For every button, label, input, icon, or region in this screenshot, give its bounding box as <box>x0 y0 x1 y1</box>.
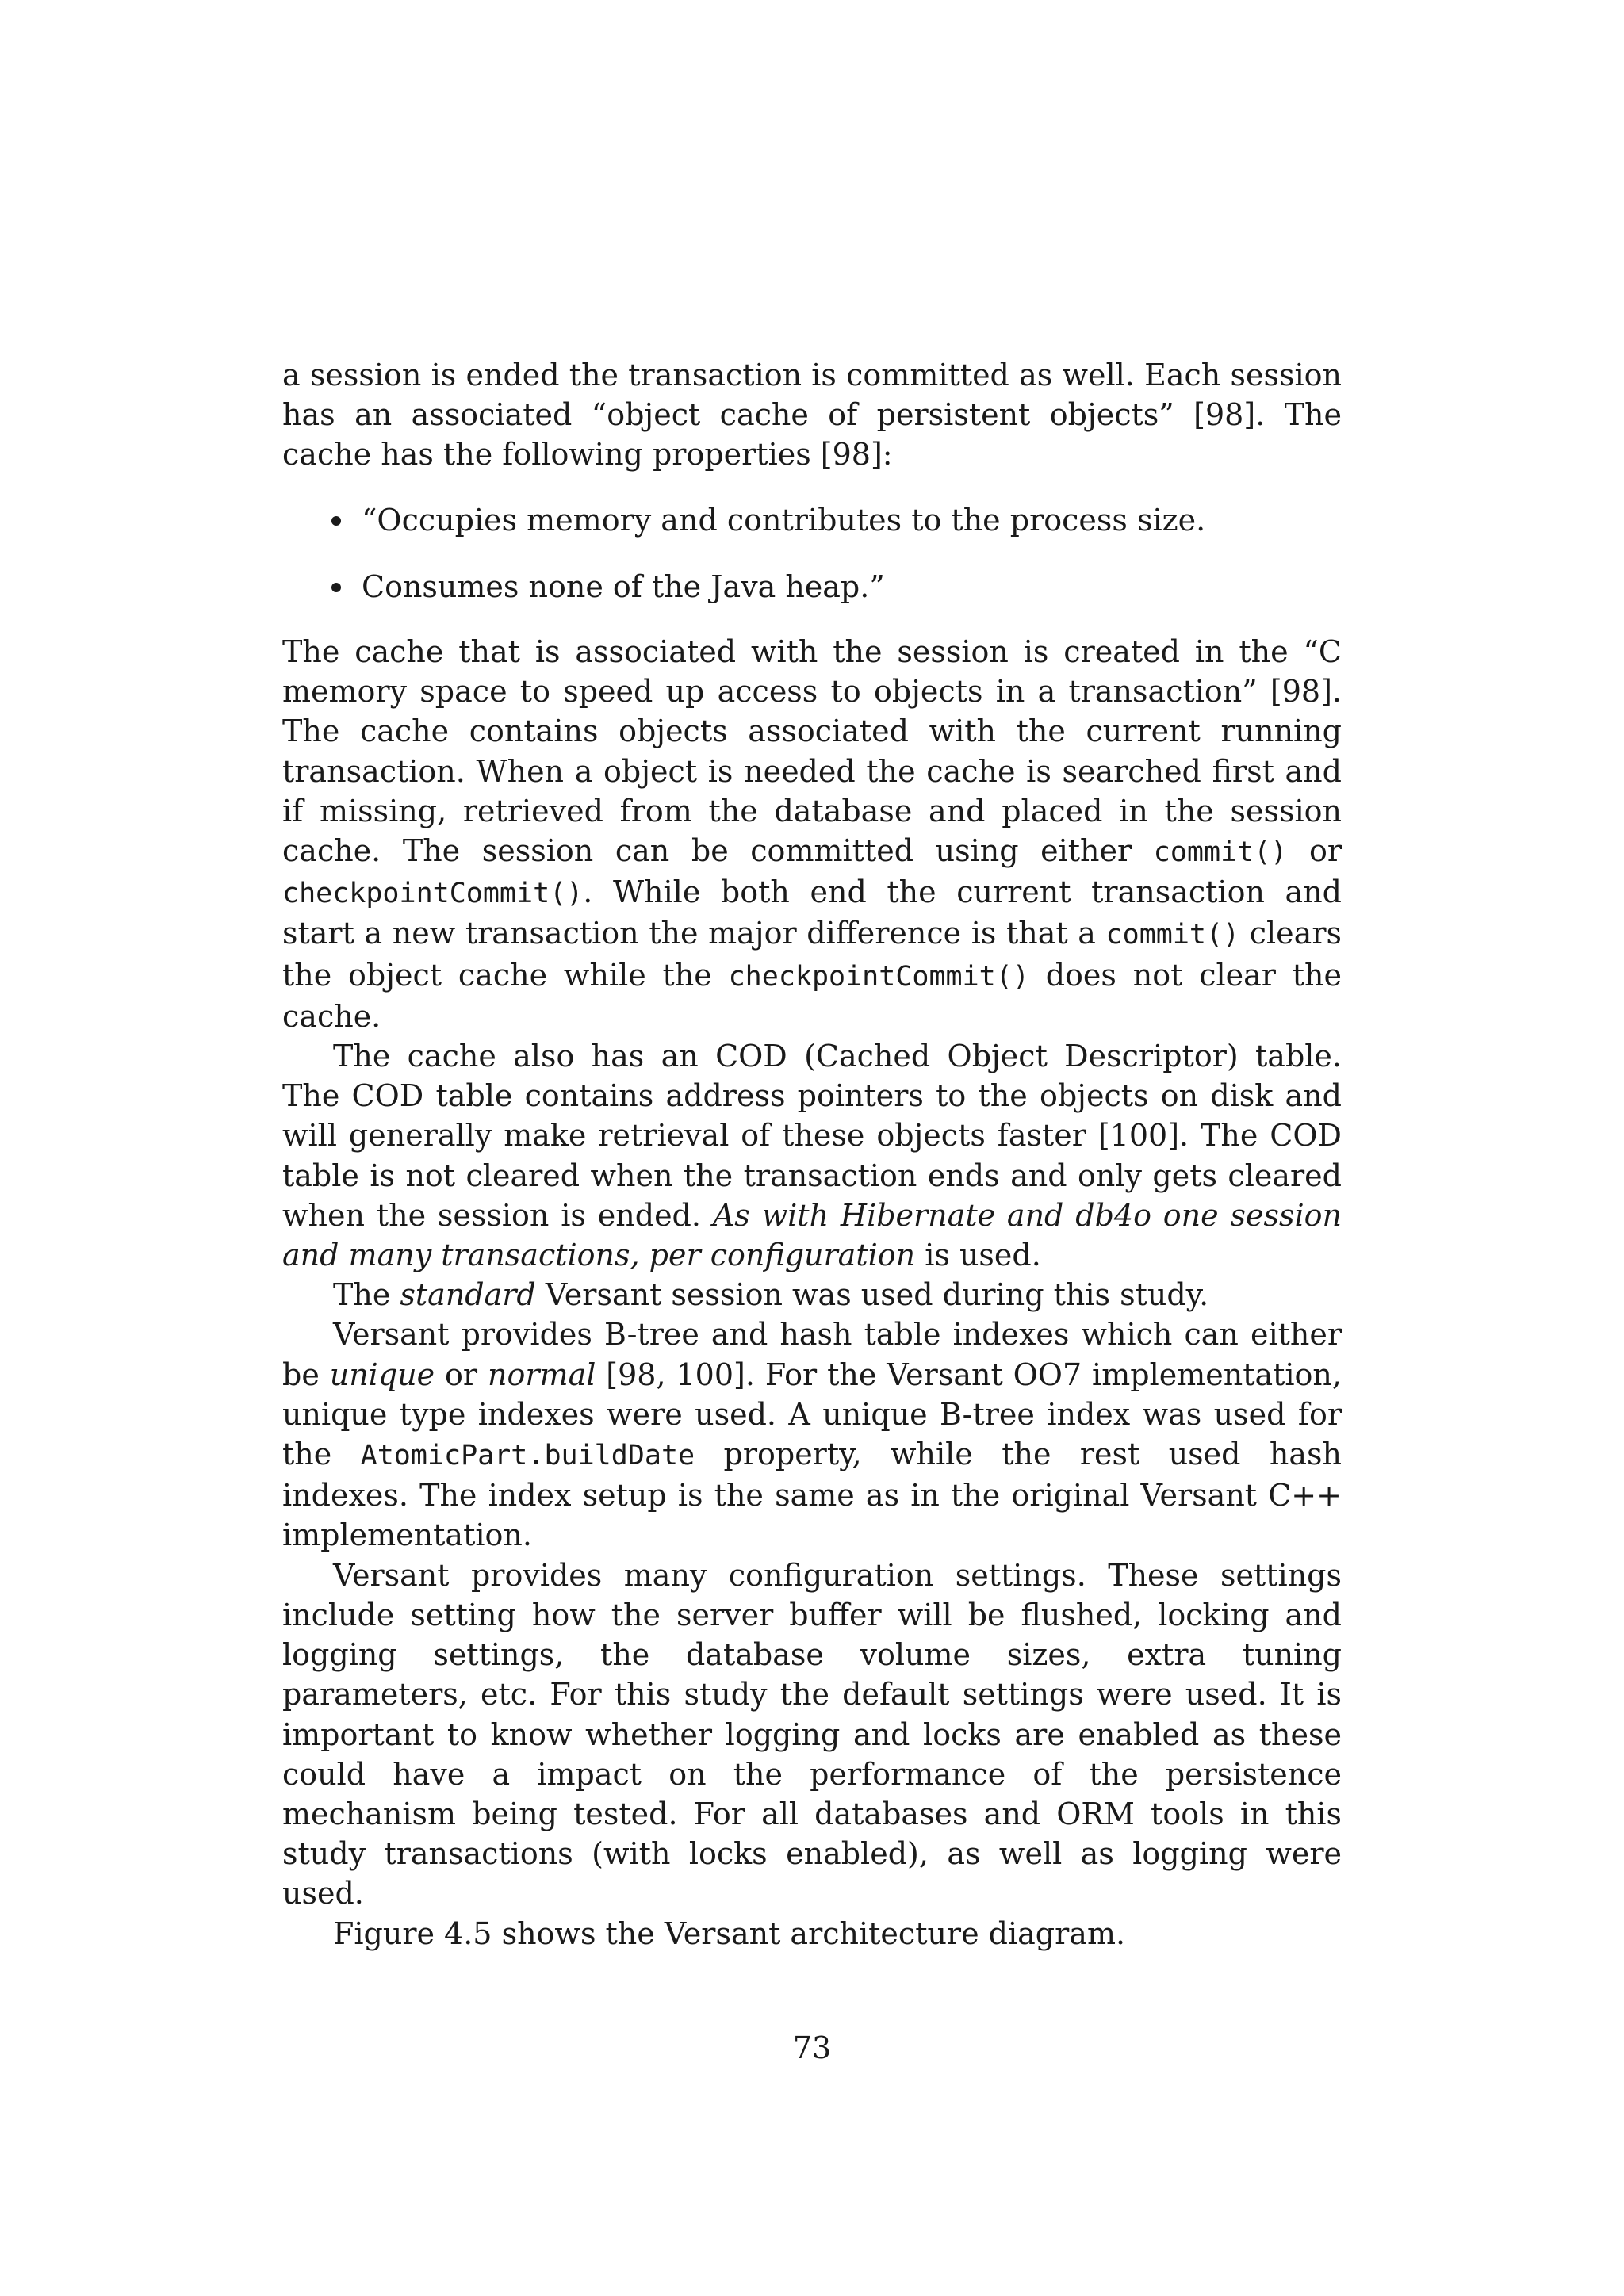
paragraph-cod-table: The cache also has an COD (Cached Object Descriptor) table. The COD table contains address pointers to the objects on disk and will generally make retrieval of these objects faster [100]. The COD table is not cleared when the transaction ends and only gets cleared when the session is ended. As with Hibernate and db4o one session and many transactions, per configuration is used. <box>282 1039 1342 1273</box>
paragraph-cache-memory: The cache that is associated with the session is created in the “C memory space to speed up access to objects in a transaction” [98]. The cache contains objects associated with the current running transaction. When a object is needed the cache is searched first and if missing, retrieved from the database and placed in the session cache. The session can be committed using either commit() or checkpointCommit(). While both end the current transaction and start a new transaction the major difference is that a commit() clears the object cache while the checkpointCommit() does not clear the cache. <box>282 634 1342 1034</box>
page-body <box>282 355 1342 1954</box>
paragraph-session-cache-intro: a session is ended the transaction is committed as well. Each session has an associated “object cache of persistent objects” [98]. The cache has the following properties [98]: <box>282 358 1342 473</box>
emphasis-text: standard <box>400 1277 536 1313</box>
code-checkpoint-commit: checkpointCommit() <box>728 960 1029 993</box>
page-number: 73 <box>792 2030 832 2065</box>
code-atomicpart-builddate: AtomicPart.buildDate <box>360 1440 695 1472</box>
cache-properties-list <box>282 500 1342 607</box>
list-item-text: Consumes none of the Java heap.” <box>362 568 885 604</box>
emphasis-text: unique <box>329 1357 435 1392</box>
paragraph-figure-reference: Figure 4.5 shows the Versant architecture diagram. <box>333 1915 1126 1951</box>
code-commit: commit() <box>1105 919 1240 951</box>
list-item <box>282 500 1342 540</box>
code-checkpoint-commit: checkpointCommit() <box>282 878 584 910</box>
paragraph-configuration: Versant provides many configuration settings. These settings include setting how the server buffer will be flushed, locking and logging settings, the database volume sizes, extra tuning parameters, etc. For this study the default settings were used. It is important to know whether logging and locks are enabled as these could have a impact on the performance of the persistence mechanism being tested. For all databases and ORM tools in this study transactions (with locks enabled), as well as logging were used. <box>282 1557 1342 1911</box>
bullet-icon <box>331 516 341 526</box>
paragraph-standard-session: The standard Versant session was used during this study. <box>333 1277 1209 1313</box>
bullet-icon <box>331 583 341 592</box>
list-item <box>282 567 1342 607</box>
code-commit: commit() <box>1153 836 1288 869</box>
paragraph-indexes: Versant provides B-tree and hash table indexes which can either be unique or normal [98, 100]. For the Versant OO7 implementation, unique type indexes were used. A unique B-tree index was used for the AtomicPart.buildDate property, while the rest used hash indexes. The index setup is the same as in the original Versant C++ implementation. <box>282 1317 1342 1553</box>
emphasis-text: normal <box>488 1357 596 1392</box>
emphasis-text: As with Hibernate and db4o one session and many transactions, per configuration <box>282 1197 1342 1273</box>
list-item-text: “Occupies memory and contributes to the process size. <box>362 502 1206 538</box>
